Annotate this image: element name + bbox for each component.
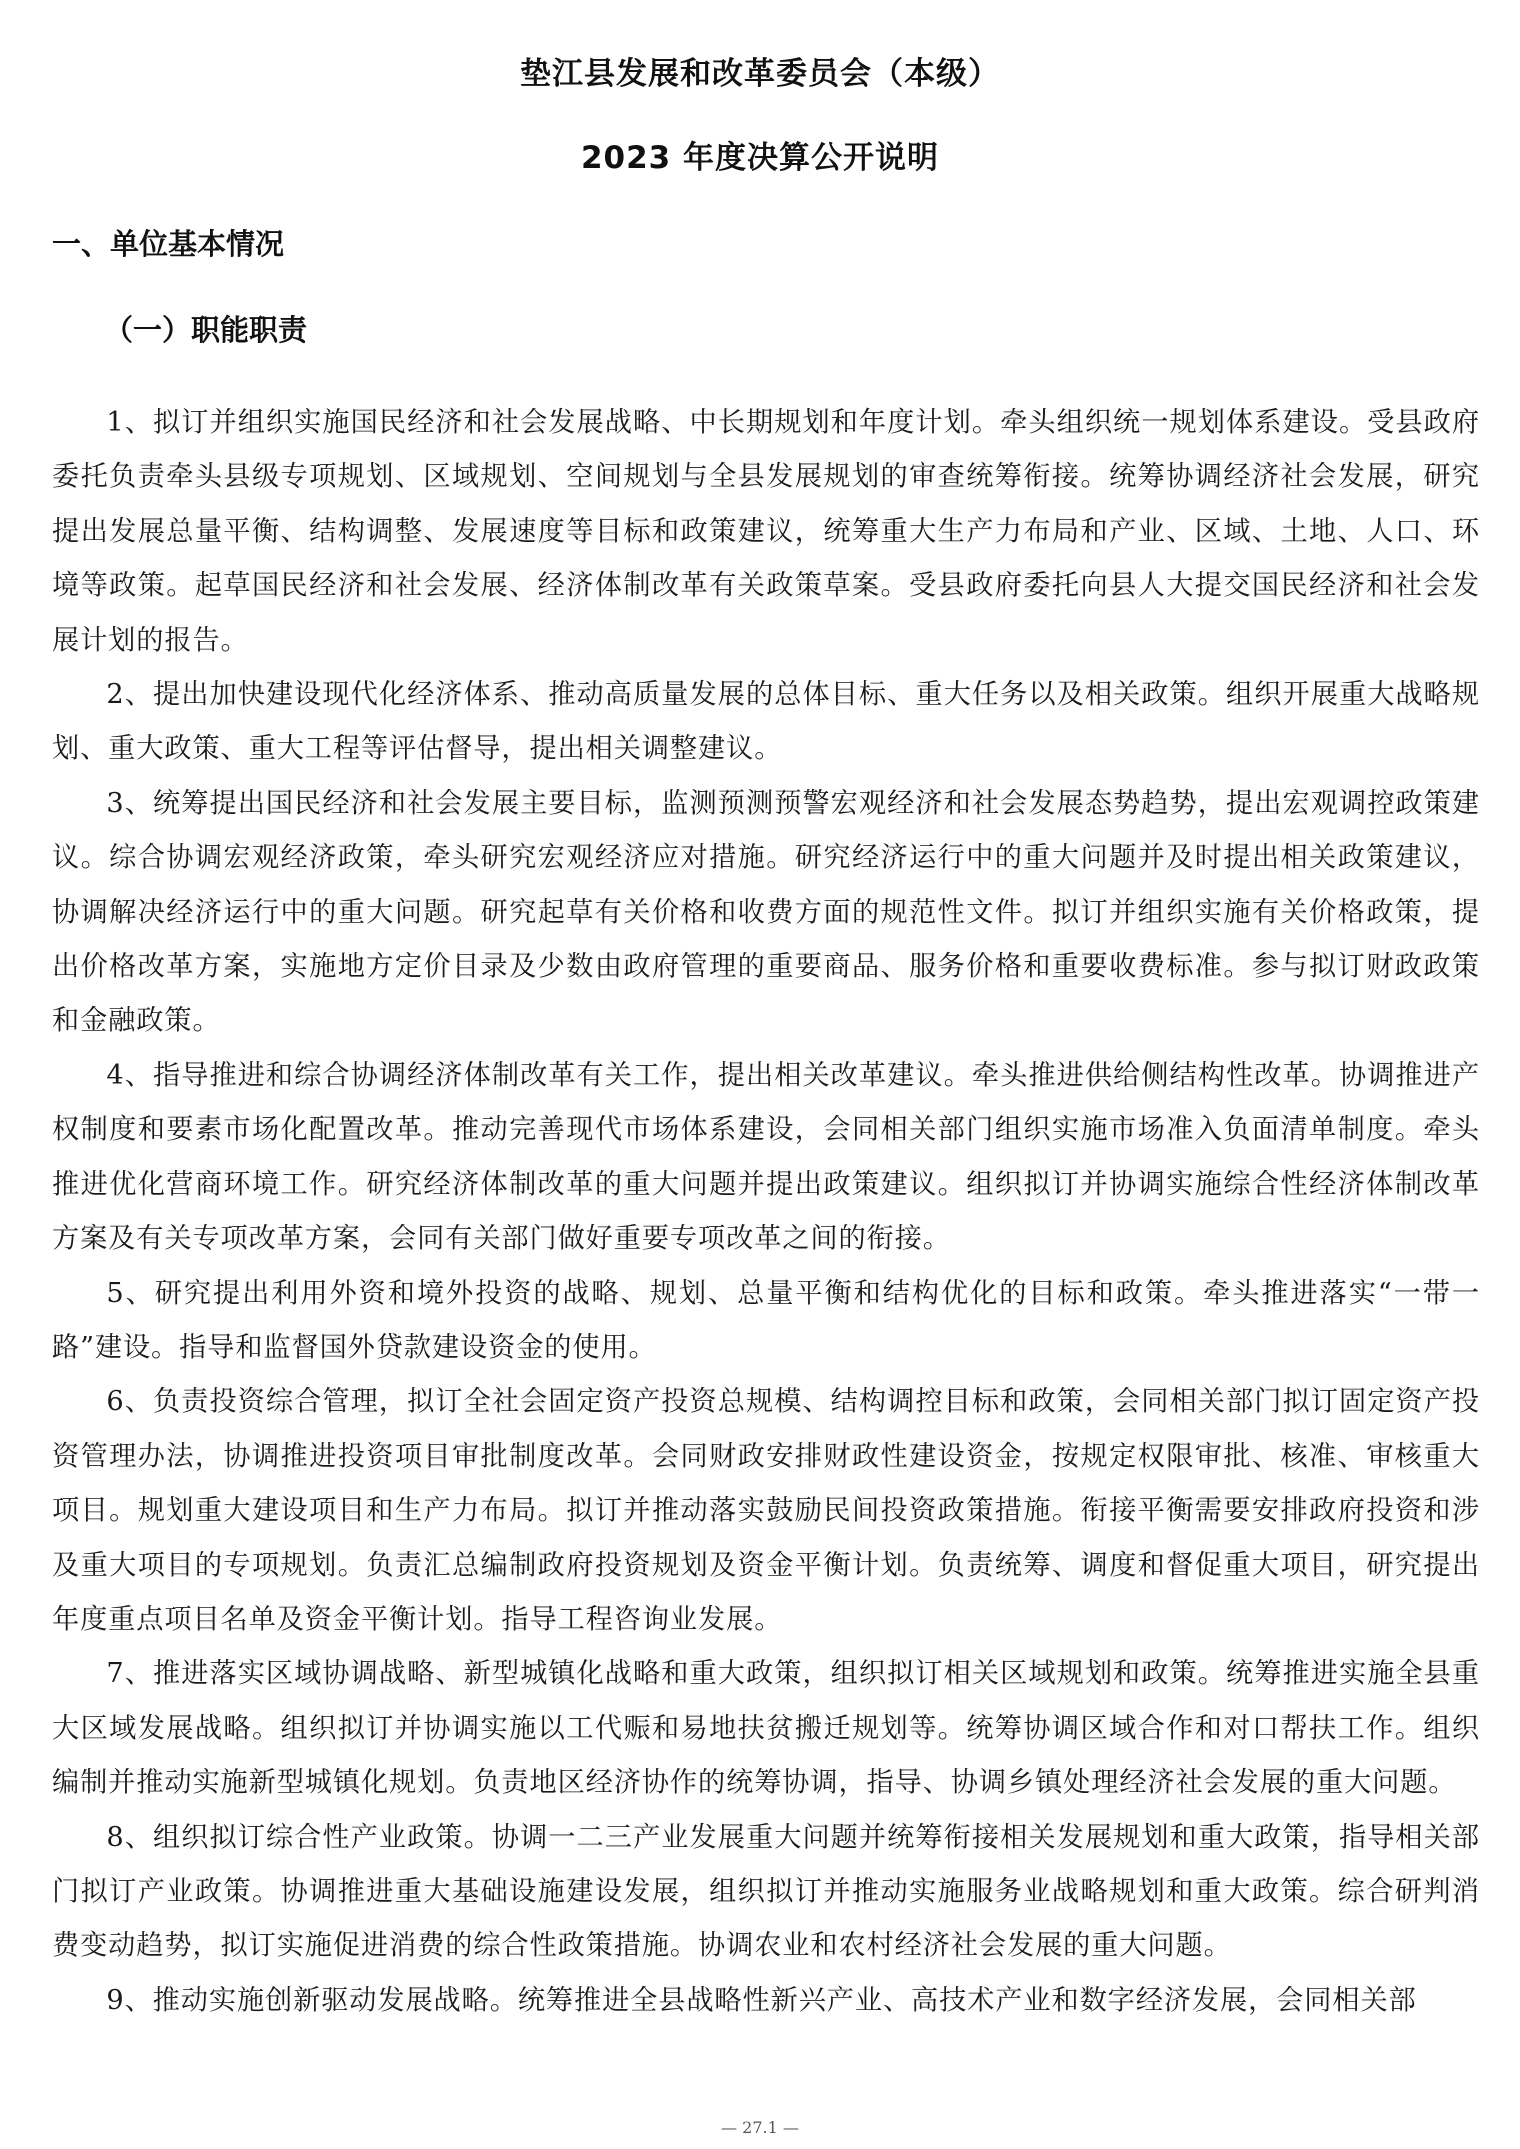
subsection-heading: （一）职能职责 — [104, 313, 308, 347]
paragraph-1: 1、拟订并组织实施国民经济和社会发展战略、中长期规划和年度计划。牵头组织统一规划体系建设。受县政府委托负责牵头县级专项规划、区域规划、空间规划与全县发展规划的审查统筹衔接。统筹协调经济社会发展，研究提出发展总量平衡、结构调整、发展速度等目标和政策建议，统筹重大生产力布局和产业、区域、土地、人口、环境等政策。起草国民经济和社会发展、经济体制改革有关政策草案。受县政府委托向县人大提交国民经济和社会发展计划的报告。 — [52, 407, 1480, 656]
document-subtitle: 2023 年度决算公开说明 — [580, 140, 940, 176]
paragraph-6: 6、负责投资综合管理，拟订全社会固定资产投资总规模、结构调控目标和政策，会同相关部门拟订固定资产投资管理办法，协调推进投资项目审批制度改革。会同财政安排财政性建设资金，按规定权限审批、核准、审核重大项目。规划重大建设项目和生产力布局。拟订并推动落实鼓励民间投资政策措施。衔接平衡需要安排政府投资和涉及重大项目的专项规划。负责汇总编制政府投资规划及资金平衡计划。负责统筹、调度和督促重大项目，研究提出年度重点项目名单及资金平衡计划。指导工程咨询业发展。 — [52, 1386, 1480, 1635]
paragraph-4: 4、指导推进和综合协调经济体制改革有关工作，提出相关改革建议。牵头推进供给侧结构性改革。协调推进产权制度和要素市场化配置改革。推动完善现代市场体系建设，会同相关部门组织实施市场准入负面清单制度。牵头推进优化营商环境工作。研究经济体制改革的重大问题并提出政策建议。组织拟订并协调实施综合性经济体制改革方案及有关专项改革方案，会同有关部门做好重要专项改革之间的衔接。 — [52, 1059, 1480, 1255]
paragraph-5: 5、研究提出利用外资和境外投资的战略、规划、总量平衡和结构优化的目标和政策。牵头推进落实“一带一路”建设。指导和监督国外贷款建设资金的使用。 — [52, 1277, 1480, 1363]
document-title: 垫江县发展和改革委员会（本级） — [520, 56, 1000, 92]
paragraph-8: 8、组织拟订综合性产业政策。协调一二三产业发展重大问题并统筹衔接相关发展规划和重大政策，指导相关部门拟订产业政策。协调推进重大基础设施建设发展，组织拟订并推动实施服务业战略规划和重大政策。综合研判消费变动趋势，拟订实施促进消费的综合性政策措施。协调农业和农村经济社会发展的重大问题。 — [52, 1821, 1480, 1962]
paragraph-7: 7、推进落实区域协调战略、新型城镇化战略和重大政策，组织拟订相关区域规划和政策。统筹推进实施全县重大区域发展战略。组织拟订并协调实施以工代赈和易地扶贫搬迁规划等。统筹协调区域合作和对口帮扶工作。组织编制并推动实施新型城镇化规划。负责地区经济协作的统筹协调，指导、协调乡镇处理经济社会发展的重大问题。 — [52, 1658, 1480, 1799]
paragraph-2: 2、提出加快建设现代化经济体系、推动高质量发展的总体目标、重大任务以及相关政策。组织开展重大战略规划、重大政策、重大工程等评估督导，提出相关调整建议。 — [52, 679, 1480, 765]
section-heading: 一、单位基本情况 — [52, 227, 285, 261]
paragraph-9: 9、推动实施创新驱动发展战略。统筹推进全县战略性新兴产业、高技术产业和数字经济发展，会同相关部 — [106, 1984, 1417, 2016]
body-text — [52, 396, 1480, 2028]
paragraph-3: 3、统筹提出国民经济和社会发展主要目标，监测预测预警宏观经济和社会发展态势趋势，提出宏观调控政策建议。综合协调宏观经济政策，牵头研究宏观经济应对措施。研究经济运行中的重大问题并及时提出相关政策建议，协调解决经济运行中的重大问题。研究起草有关价格和收费方面的规范性文件。拟订并组织实施有关价格政策，提出价格改革方案，实施地方定价目录及少数由政府管理的重要商品、服务价格和重要收费标准。参与拟订财政政策和金融政策。 — [52, 787, 1480, 1037]
page-number: — 27.1 — — [721, 2118, 799, 2137]
